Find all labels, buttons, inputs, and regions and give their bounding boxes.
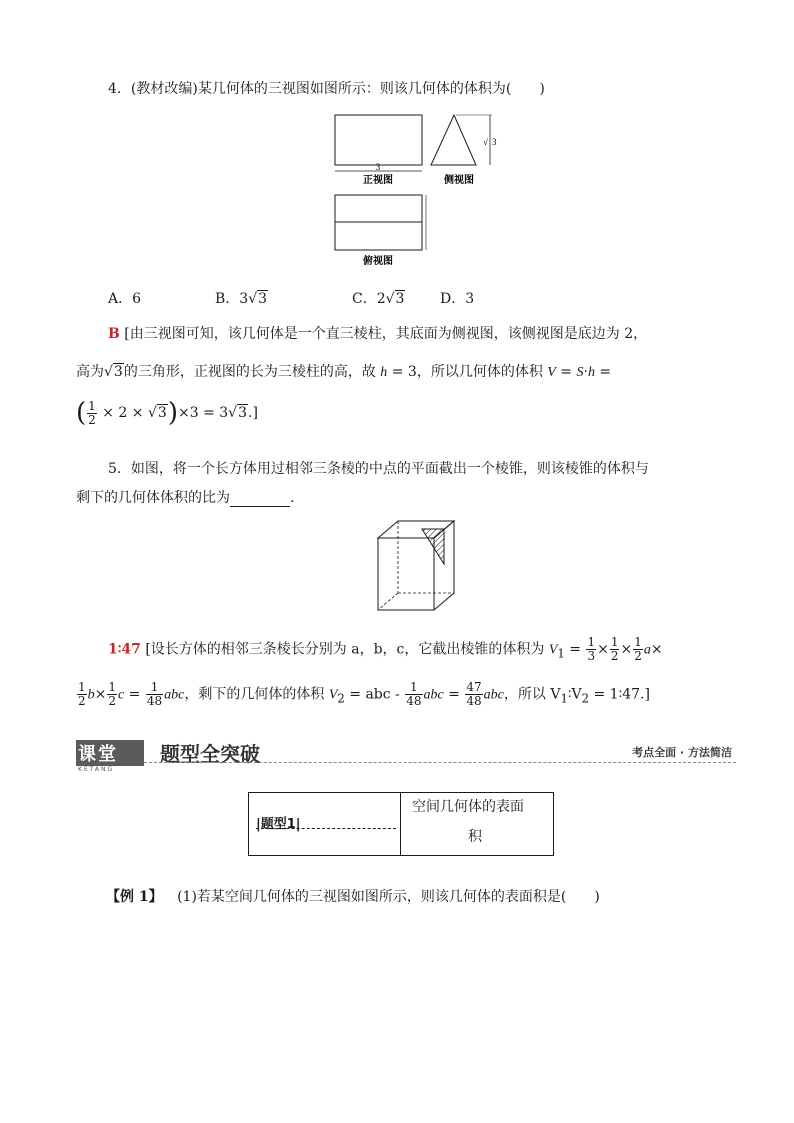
q4-a2-h: h <box>380 365 388 380</box>
q5-f4 <box>77 681 87 708</box>
q4-source: (教材改编) <box>130 81 198 97</box>
text-fragment: 2 <box>88 412 96 427</box>
banner-divider <box>144 762 736 763</box>
front-view-caption: 正视图 <box>363 175 393 186</box>
q5-a1-V: V <box>548 642 558 658</box>
text-fragment: 1 <box>108 680 117 694</box>
q4-a2-S: S <box>576 365 584 380</box>
example1-tag: 【例 1】 <box>106 889 163 905</box>
q4-a2-h2: h <box>587 365 595 380</box>
q5-a2-eq2: = abc - <box>344 686 405 703</box>
q4-answer-line2: 高为√3的三角形，正视图的长为三棱柱的高，故 h = 3，所以几何体的体积 V = S·h = <box>76 364 612 380</box>
q5-times4: × <box>94 686 107 703</box>
q4-a2-V: V <box>547 365 556 380</box>
q5-f3 <box>633 636 643 663</box>
front-view-rect <box>335 115 422 165</box>
q5-a2-V: V <box>328 687 338 703</box>
text-fragment: 1 <box>634 635 642 649</box>
q4-option-a[interactable]: A．6 <box>108 291 142 307</box>
banner-right: 考点全面 · 方法简洁 <box>632 746 732 759</box>
q4-number: 4． <box>108 81 131 97</box>
q5-number: 5． <box>108 461 131 477</box>
front-dim-label: 3 <box>375 162 381 172</box>
q5-a1-eq: = <box>564 641 586 658</box>
text-fragment: 48 <box>466 694 482 708</box>
text-fragment: 1 <box>146 681 163 695</box>
text-fragment: 48 <box>146 694 163 708</box>
text-fragment: 1 <box>587 635 596 649</box>
q4-option-b-rad: 3 <box>258 291 268 307</box>
q5-f6 <box>146 681 163 708</box>
q4-answer-text1: [由三视图可知，该几何体是一个直三棱柱，其底面为侧视图，该侧视图是底边为 2， <box>124 326 648 342</box>
q4-a3-b: ×3 = 3 <box>177 405 229 421</box>
q5-a2-mid: ，剩下的几何体的体积 <box>184 686 329 703</box>
type-label: |题型1| <box>256 817 301 832</box>
q5-a2-sub1: 1 <box>560 691 568 706</box>
banner-kt-text: 课堂 <box>78 744 118 765</box>
q4-a2-c: = 3，所以几何体的体积 <box>387 364 548 380</box>
q4-a2-f: = <box>594 364 612 380</box>
q4-answer-line3: ( $\frac{1}{2}$ × 2 × √3)×3 = 3√3.] <box>76 398 258 428</box>
q5-abc3: abc <box>483 687 504 703</box>
text-fragment: 48 <box>406 694 422 708</box>
q5-stem-end: . <box>290 490 295 506</box>
q4-answer-letter: B <box>108 326 120 342</box>
q4-stem-text: 某几何体的三视图如图所示：则该几何体的体积为( ) <box>197 81 545 97</box>
q4-a3-rad2: 3 <box>238 405 248 421</box>
q5-times1: × <box>597 641 609 658</box>
type-label-text: 题型1 <box>260 817 296 832</box>
q5-abc2: abc <box>423 687 444 703</box>
q5-a2-sub: 2 <box>337 691 345 706</box>
example1-text: (1)若某空间几何体的三视图如图所示，则该几何体的表面积是( ) <box>177 889 600 905</box>
cut-pyramid-face <box>422 529 444 564</box>
text-fragment: 1 <box>88 398 96 413</box>
q4-a3-a: × 2 × <box>102 405 144 421</box>
text-fragment: 1 <box>610 635 619 649</box>
q5-f5 <box>107 681 117 708</box>
q4-a3-c: .] <box>248 405 258 421</box>
q4-a2-a: 高为 <box>76 364 104 380</box>
side-dim-rad: 3 <box>492 137 497 147</box>
side-dim-root: √ <box>483 137 488 147</box>
q4-option-c-rad: 3 <box>395 291 405 307</box>
q5-a1-sub: 1 <box>557 646 565 661</box>
q4-option-c[interactable]: C．2√3 <box>352 291 405 307</box>
q5-a: a <box>643 642 651 658</box>
type-title-line2: 积 <box>468 829 482 845</box>
q5-times3: × <box>650 641 663 658</box>
q4-option-b-label: B．3 <box>215 291 249 307</box>
q5-c: c <box>118 687 125 703</box>
q4-option-d[interactable]: D．3 <box>440 291 475 307</box>
q5-stem-line1 <box>108 458 649 478</box>
text-fragment: 47 <box>466 680 482 694</box>
q5-a2-end: ，所以 V <box>503 686 561 703</box>
text-fragment: 2 <box>610 649 619 663</box>
q5-stem-text2: 剩下的几何体体积的比为 <box>76 490 230 506</box>
q4-a2-rad: 3 <box>113 364 123 380</box>
text-fragment: 3 <box>587 649 596 663</box>
q5-answer-ratio: 1∶47 <box>108 641 141 658</box>
cuboid-front-face <box>378 538 434 610</box>
text-fragment: 1 <box>78 680 86 694</box>
hidden-edge-d <box>378 593 398 610</box>
side-view-caption: 侧视图 <box>444 175 474 186</box>
text-fragment: 2 <box>108 694 117 708</box>
q4-a3-rad: 3 <box>157 405 167 421</box>
q5-f8 <box>465 681 482 708</box>
text-fragment: 2 <box>78 694 86 708</box>
example1 <box>106 886 600 906</box>
q5-answer-blank[interactable] <box>230 492 290 507</box>
q5-f7 <box>405 681 422 708</box>
three-views-figure <box>330 110 520 272</box>
type-label-underline <box>256 828 396 829</box>
q5-a2-sub2: 2 <box>581 691 590 706</box>
text-fragment: 1 <box>405 681 422 695</box>
q4-a2-d: = <box>555 364 577 380</box>
type-box-divider <box>400 792 401 856</box>
type-title-line1: 空间几何体的表面 <box>412 799 524 815</box>
q5-answer-line1 <box>108 636 663 663</box>
q5-a2-eq3: = <box>443 686 465 703</box>
q5-answer-line2: $\frac{1}{2}$ b× $\frac{1}{2}$ c = $\frac{1}{48}$ abc，剩下的几何体的体积 $V_2$ = abc - $\frac{1}{48}$ abc = $\frac{47}{48}$ abc，所以 $V_1∶V_2$ = 1∶47.] <box>78 680 650 708</box>
q4-a2-b: 的三角形，正视图的长为三棱柱的高，故 <box>123 364 381 380</box>
q4-stem <box>108 78 545 98</box>
q5-f2 <box>610 636 620 663</box>
q5-b: b <box>87 687 95 703</box>
text-fragment: 2 <box>634 649 642 663</box>
cuboid-figure <box>370 516 462 616</box>
q5-f1 <box>586 636 596 663</box>
top-view-caption: 俯视图 <box>363 256 393 267</box>
q4-option-c-label: C．2 <box>352 291 386 307</box>
side-view-triangle <box>431 115 476 165</box>
q5-stem-text1: 如图，将一个长方体用过相邻三条棱的中点的平面截出一个棱锥，则该棱锥的体积与 <box>130 461 649 477</box>
banner-kt-sub: KETANG <box>78 766 115 773</box>
q5-stem-line2 <box>76 487 294 507</box>
q4-answer-line1 <box>108 323 647 343</box>
banner-title: 题型全突破 <box>160 742 260 766</box>
q5-times2: × <box>620 641 633 658</box>
q4-frac-half <box>87 400 97 427</box>
q5-a1-text: [设长方体的相邻三条棱长分别为 a，b，c，它截出棱锥的体积为 <box>145 641 549 658</box>
q4-option-b[interactable]: B．3√3 <box>215 291 268 307</box>
q5-a2-colon: ∶V <box>567 686 582 703</box>
q4-a2-e: · <box>583 364 588 380</box>
q5-a2-final: = 1∶47.] <box>589 686 650 703</box>
q5-abc1: abc <box>164 687 185 703</box>
